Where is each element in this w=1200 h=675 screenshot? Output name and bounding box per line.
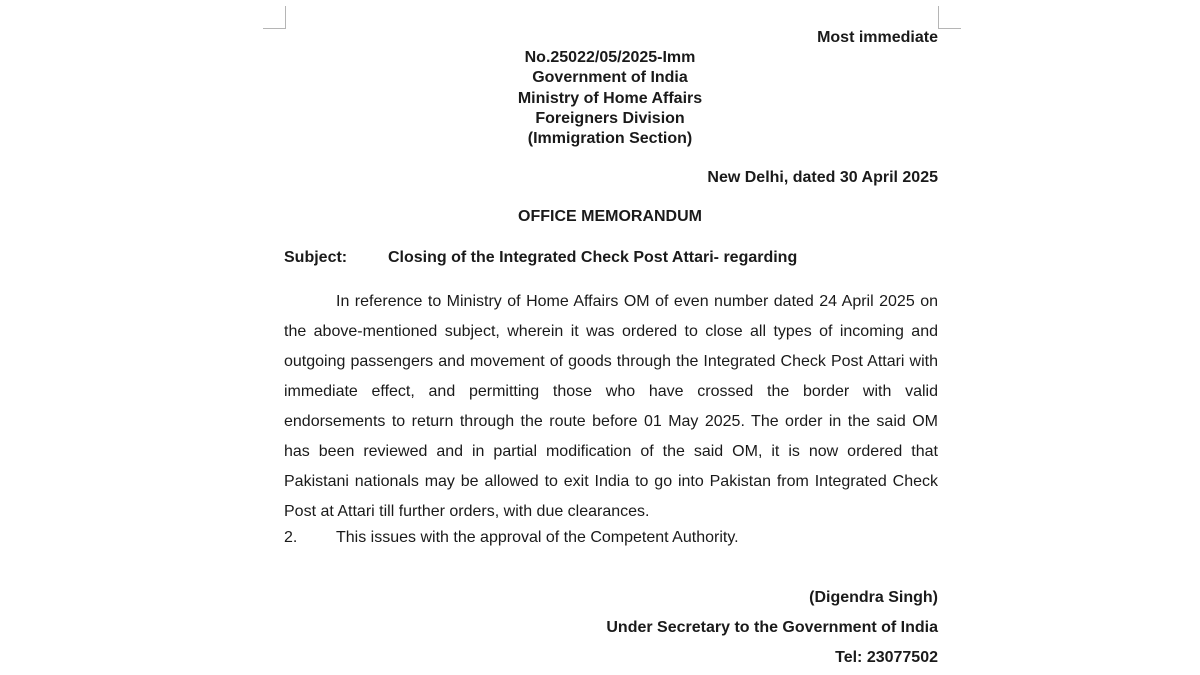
memo-header <box>440 48 780 149</box>
body-paragraph-1: In reference to Ministry of Home Affairs OM of even number dated 24 April 2025 on the above-mentioned subject, wherein it was ordered to close all types of incoming and outgoing passengers and movement of goods through the Integrated Check Post Attari with immediate effect, and permitting those who have crossed the border with valid endorsements to return through the route before 01 May 2025. The order in the said OM has been reviewed and in partial modification of the said OM, it is now ordered that Pakistani nationals may be allowed to exit India to go into Pakistan from Integrated Check Post at Attari till further orders, with due clearances. <box>284 293 938 520</box>
subject-label: Subject: <box>284 249 348 266</box>
section-name: (Immigration Section) <box>527 130 693 148</box>
crop-mark-top-right <box>938 6 961 29</box>
memo-title: OFFICE MEMORANDUM <box>518 208 702 225</box>
signatory-telephone: Tel: 23077502 <box>835 649 938 666</box>
priority-label: Most immediate <box>817 29 938 46</box>
file-number: No.25022/05/2025-Imm <box>524 49 696 66</box>
date-line: New Delhi, dated 30 April 2025 <box>707 169 938 186</box>
division-name: Foreigners Division <box>535 109 685 127</box>
body-paragraph-2: This issues with the approval of the Competent Authority. <box>336 529 739 546</box>
paragraph-2-number: 2. <box>284 529 298 546</box>
subject-text: Closing of the Integrated Check Post Attari- regarding <box>388 249 798 266</box>
crop-mark-top-left <box>263 6 286 29</box>
signatory-designation: Under Secretary to the Government of India <box>606 619 938 636</box>
signatory-name: (Digendra Singh) <box>809 589 938 606</box>
ministry-name: Ministry of Home Affairs <box>517 89 703 107</box>
government-name: Government of India <box>532 69 688 87</box>
